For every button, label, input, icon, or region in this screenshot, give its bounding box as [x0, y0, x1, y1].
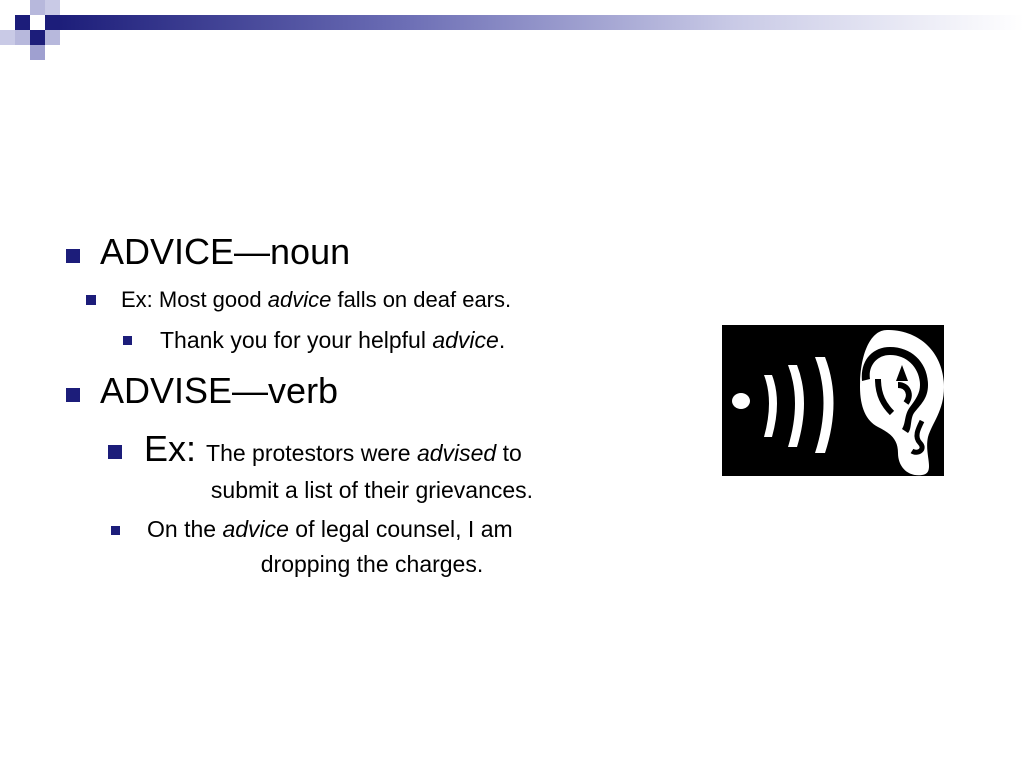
example-text: .	[498, 327, 506, 353]
example-keyword: advised	[416, 440, 497, 466]
bullet-level2	[108, 445, 122, 459]
example-advice-2	[160, 327, 505, 354]
example-advice-3	[147, 516, 513, 543]
ear-with-sound-waves-icon	[722, 325, 944, 476]
example-text: falls on deaf ears.	[331, 287, 512, 312]
example-keyword: advice	[222, 516, 289, 542]
bullet-level2	[111, 526, 120, 535]
example-text: of legal counsel, I am	[288, 516, 513, 542]
example-advice	[121, 287, 511, 313]
example-text: dropping the charges.	[260, 551, 484, 577]
bullet-level1	[66, 249, 80, 263]
example-text: On the	[147, 516, 223, 542]
example-text: Ex: Most good	[121, 287, 268, 312]
example-text: submit a list of their grievances.	[210, 477, 534, 503]
heading-advice-text: ADVICE—noun	[100, 231, 351, 272]
example-text: The protestors were	[206, 440, 417, 466]
example-advise	[144, 428, 522, 470]
example-text: to	[496, 440, 522, 466]
bullet-level3	[123, 336, 132, 345]
example-text: Thank you for your helpful	[160, 327, 433, 353]
example-advise-continued	[144, 477, 600, 504]
heading-advice	[100, 231, 350, 273]
heading-advise	[100, 370, 338, 412]
heading-advise-text: ADVISE—verb	[100, 370, 339, 411]
example-prefix: Ex:	[144, 428, 207, 469]
example-keyword: advice	[432, 327, 499, 353]
example-keyword: advice	[267, 287, 332, 312]
bullet-level1	[66, 388, 80, 402]
example-advice-3-continued	[147, 551, 597, 578]
bullet-level2	[86, 295, 96, 305]
